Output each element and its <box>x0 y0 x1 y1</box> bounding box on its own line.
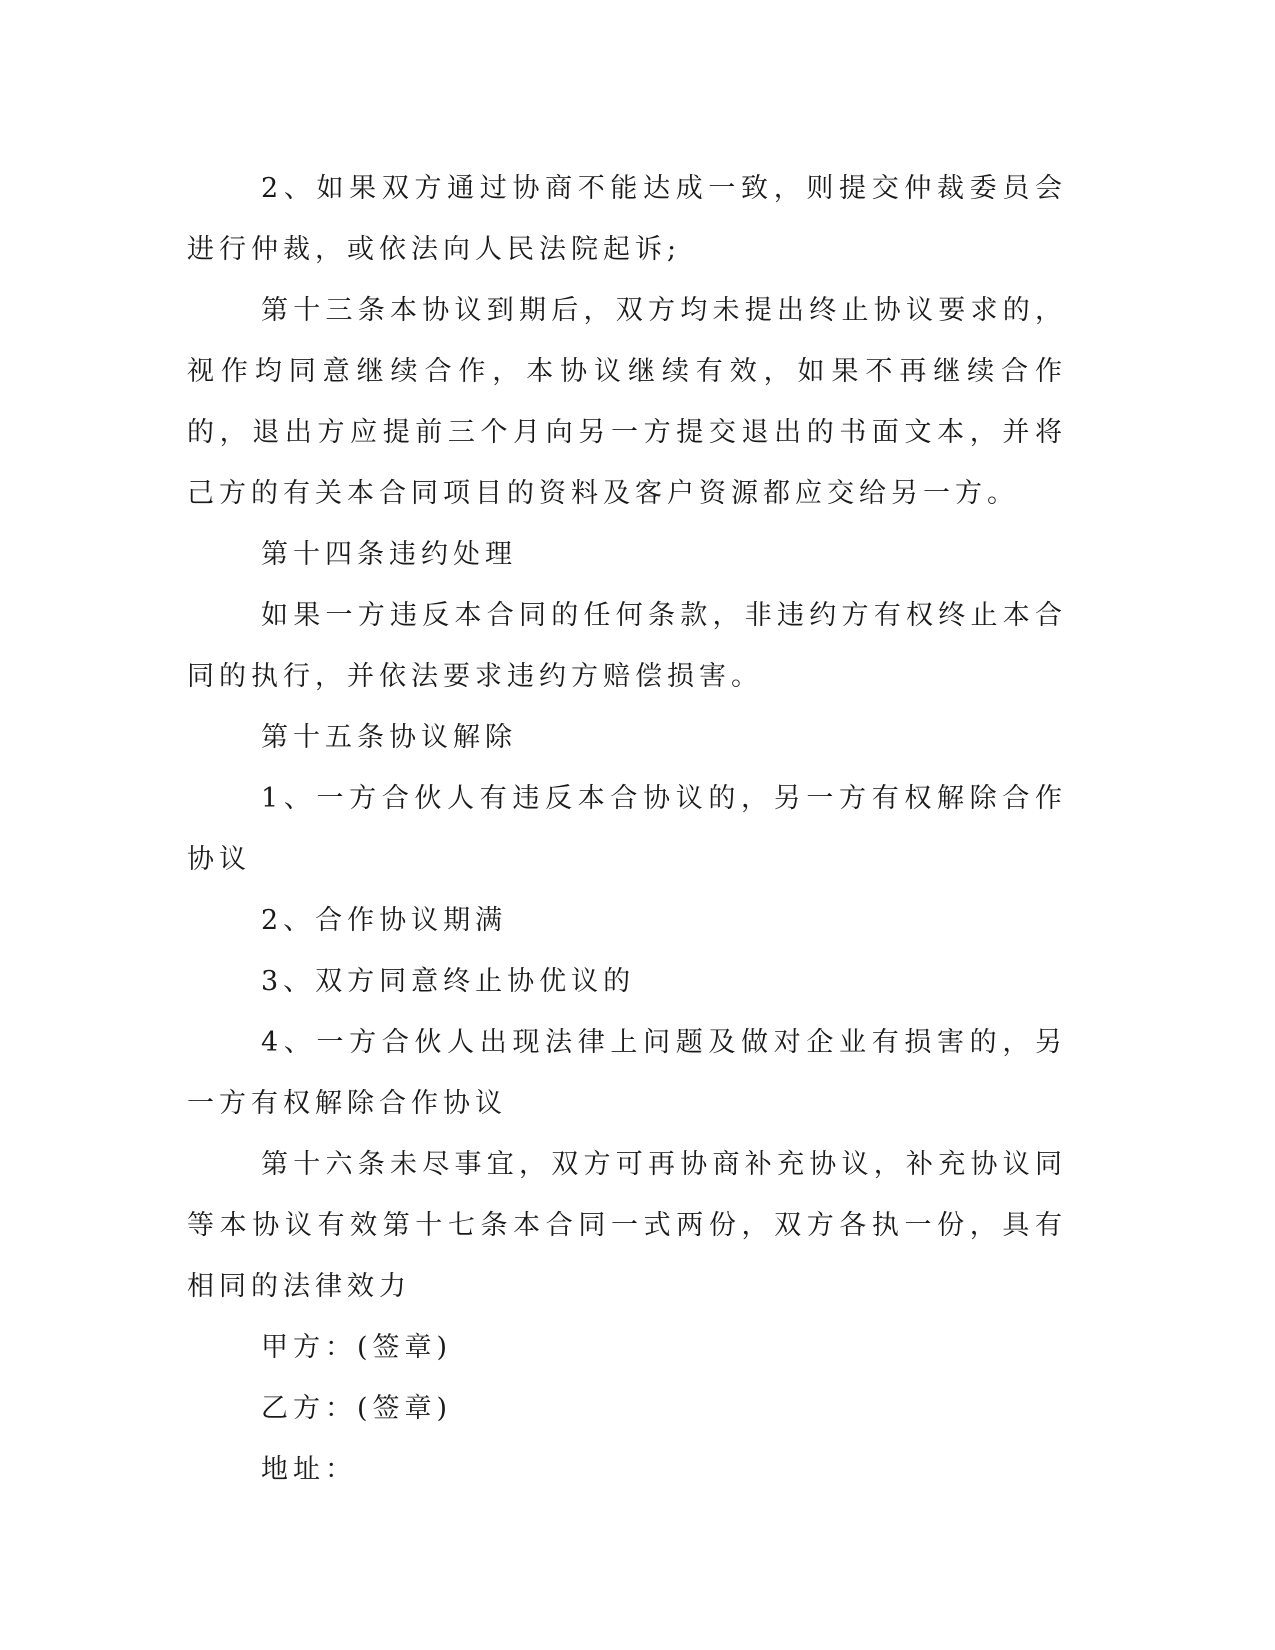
signature-party-b: 乙方：(签章) <box>261 1393 453 1424</box>
list-item-termination-2: 2、合作协议期满 <box>261 905 508 936</box>
paragraph-arbitration: 2、如果双方通过协商不能达成一致，则提交仲裁委员会进行仲裁，或依法向人民法院起诉; <box>187 173 1067 265</box>
paragraph-article-13: 第十三条本协议到期后，双方均未提出终止协议要求的，视作均同意继续合作，本协议继续有效，如果不再继续合作的，退出方应提前三个月向另一方提交退出的书面文本，并将己方的有关本合同项目的资料及客户资源都应交给另一方。 <box>187 295 1067 509</box>
address-label: 地址： <box>261 1454 357 1485</box>
document-body <box>187 158 1067 1500</box>
list-item-termination-3: 3、双方同意终止协优议的 <box>261 966 636 997</box>
list-item-termination-1: 1、一方合伙人有违反本合协议的，另一方有权解除合作协议 <box>187 783 1067 875</box>
heading-article-15: 第十五条协议解除 <box>261 722 517 753</box>
list-item-termination-4: 4、一方合伙人出现法律上问题及做对企业有损害的，另一方有权解除合作协议 <box>187 1027 1067 1119</box>
paragraph-breach: 如果一方违反本合同的任何条款，非违约方有权终止本合同的执行，并依法要求违约方赔偿损害。 <box>187 600 1067 692</box>
signature-party-a: 甲方：(签章) <box>261 1332 453 1363</box>
heading-article-14: 第十四条违约处理 <box>261 539 517 570</box>
paragraph-article-16-17: 第十六条未尽事宜，双方可再协商补充协议，补充协议同等本协议有效第十七条本合同一式两份，双方各执一份，具有相同的法律效力 <box>187 1149 1067 1302</box>
